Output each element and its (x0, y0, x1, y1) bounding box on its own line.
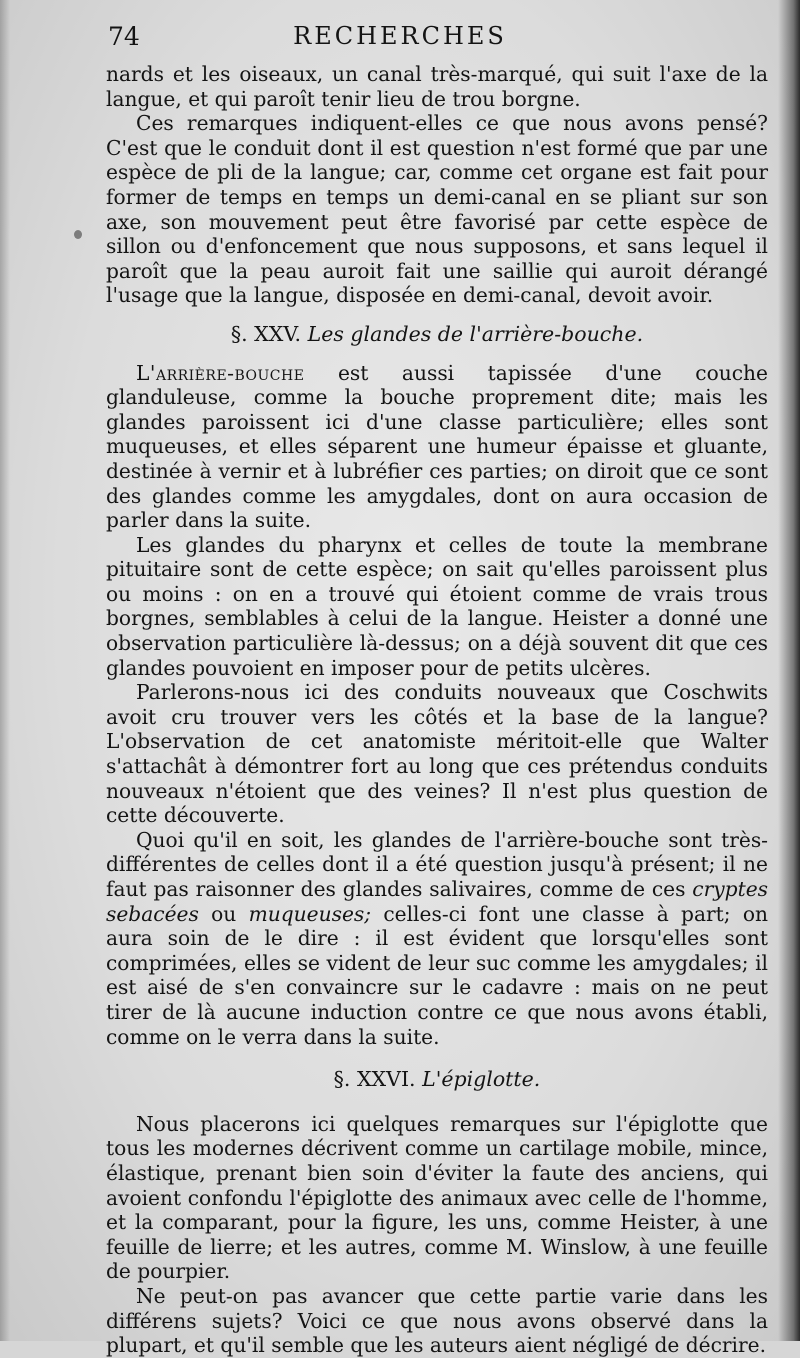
section-heading-25 (106, 322, 768, 347)
section-heading-26 (106, 1067, 768, 1092)
paragraph (106, 361, 768, 533)
page-header (0, 22, 800, 56)
running-title: RECHERCHES (293, 22, 507, 50)
paragraph: Parlerons-nous ici des conduits nouveaux que Coschwits avoit cru trouver vers les côtés et la base de la langue? L'observation de cet anatomiste méritoit-elle que Walter s'attachât à démontrer fort au long que ces prétendus conduits nouveaux n'étoient que des veines? Il n'est plus question de cette découverte. (106, 680, 768, 828)
page-number: 74 (108, 22, 140, 51)
section-title: Les glandes de l'arrière-bouche. (307, 321, 644, 346)
paragraph-text: ou (198, 901, 249, 926)
paragraph-text: Quoi qu'il en soit, les glandes de l'arrière-bouche sont très-différentes de celles dont il a été question jusqu'à présent; il ne faut pas raisonner des glandes salivaires, comme de ces (106, 827, 768, 901)
paragraph: Ne peut-on pas avancer que cette partie varie dans les différens sujets? Voici ce que nous avons observé dans la plupart, et qu'il semble que les auteurs aient négligé de décrire. (106, 1283, 768, 1358)
italic-term: cryptes sebacées (106, 877, 768, 926)
paragraph (106, 828, 768, 1049)
section-title: L'épiglotte. (422, 1067, 541, 1092)
body-text (106, 62, 768, 1358)
page-shadow-left (0, 0, 10, 1341)
paragraph-continued: nards et les oiseaux, un canal très-marqué, qui suit l'axe de la langue, et qui paroît tenir lieu de trou borgne. (106, 62, 768, 111)
paragraph: Les glandes du pharynx et celles de toute la membrane pituitaire sont de cette espèce; on sait qu'elles paroissent plus ou moins : on en a trouvé qui étoient comme de vrais trous borgnes, semblables à celui de la langue. Heister a donné une observation particulière là-dessus; on a déjà souvent dit que ces glandes pouvoient en imposer pour de petits ulcères. (106, 532, 768, 680)
ink-blot (74, 230, 82, 239)
page-binding-shadow (778, 0, 800, 1341)
section-number: §. XXVI. (333, 1067, 416, 1092)
italic-term: muqueuses; (248, 901, 372, 926)
paragraph: Nous placerons ici quelques remarques sur l'épiglotte que tous les modernes décrivent comme un cartilage mobile, mince, élastique, prenant bien soin d'éviter la faute des anciens, qui avoient confondu l'épiglotte des animaux avec celle de l'homme, et la comparant, pour la figure, les uns, comme Heister, à une feuille de lierre; et les autres, comme M. Winslow, à une feuille de pourpier. (106, 1111, 768, 1284)
lead-words: L'arrière-bouche (136, 360, 305, 385)
paragraph: Ces remarques indiquent-elles ce que nous avons pensé? C'est que le conduit dont il est question n'est formé que par une espèce de pli de la langue; car, comme cet organe est fait pour former de temps en temps un demi-canal en se pliant sur son axe, son mouvement peut être favorisé par cette espèce de sillon ou d'enfoncement que nous supposons, et sans lequel il paroît que la peau auroit fait une saillie qui auroit dérangé l'usage que la langue, disposée en demi-canal, devoit avoir. (106, 111, 768, 308)
paragraph-text: est aussi tapissée d'une couche glanduleuse, comme la bouche proprement dite; mais les glandes paroissent ici d'une classe particulière; elles sont muqueuses, et elles séparent une humeur épaisse et gluante, destinée à vernir et à lubréfier ces parties; on diroit que ce sont des glandes comme les amygdales, dont on aura occasion de parler dans la suite. (106, 360, 768, 533)
paragraph-text: celles-ci font une classe à part; on aura soin de le dire : il est évident que lorsqu'elles sont comprimées, elles se vident de leur suc comme les amygdales; il est aisé de s'en convaincre sur le cadavre : mais on ne peut tirer de là aucune induction contre ce que nous avons établi, comme on le verra dans la suite. (106, 901, 768, 1049)
section-number: §. XXV. (230, 321, 302, 346)
